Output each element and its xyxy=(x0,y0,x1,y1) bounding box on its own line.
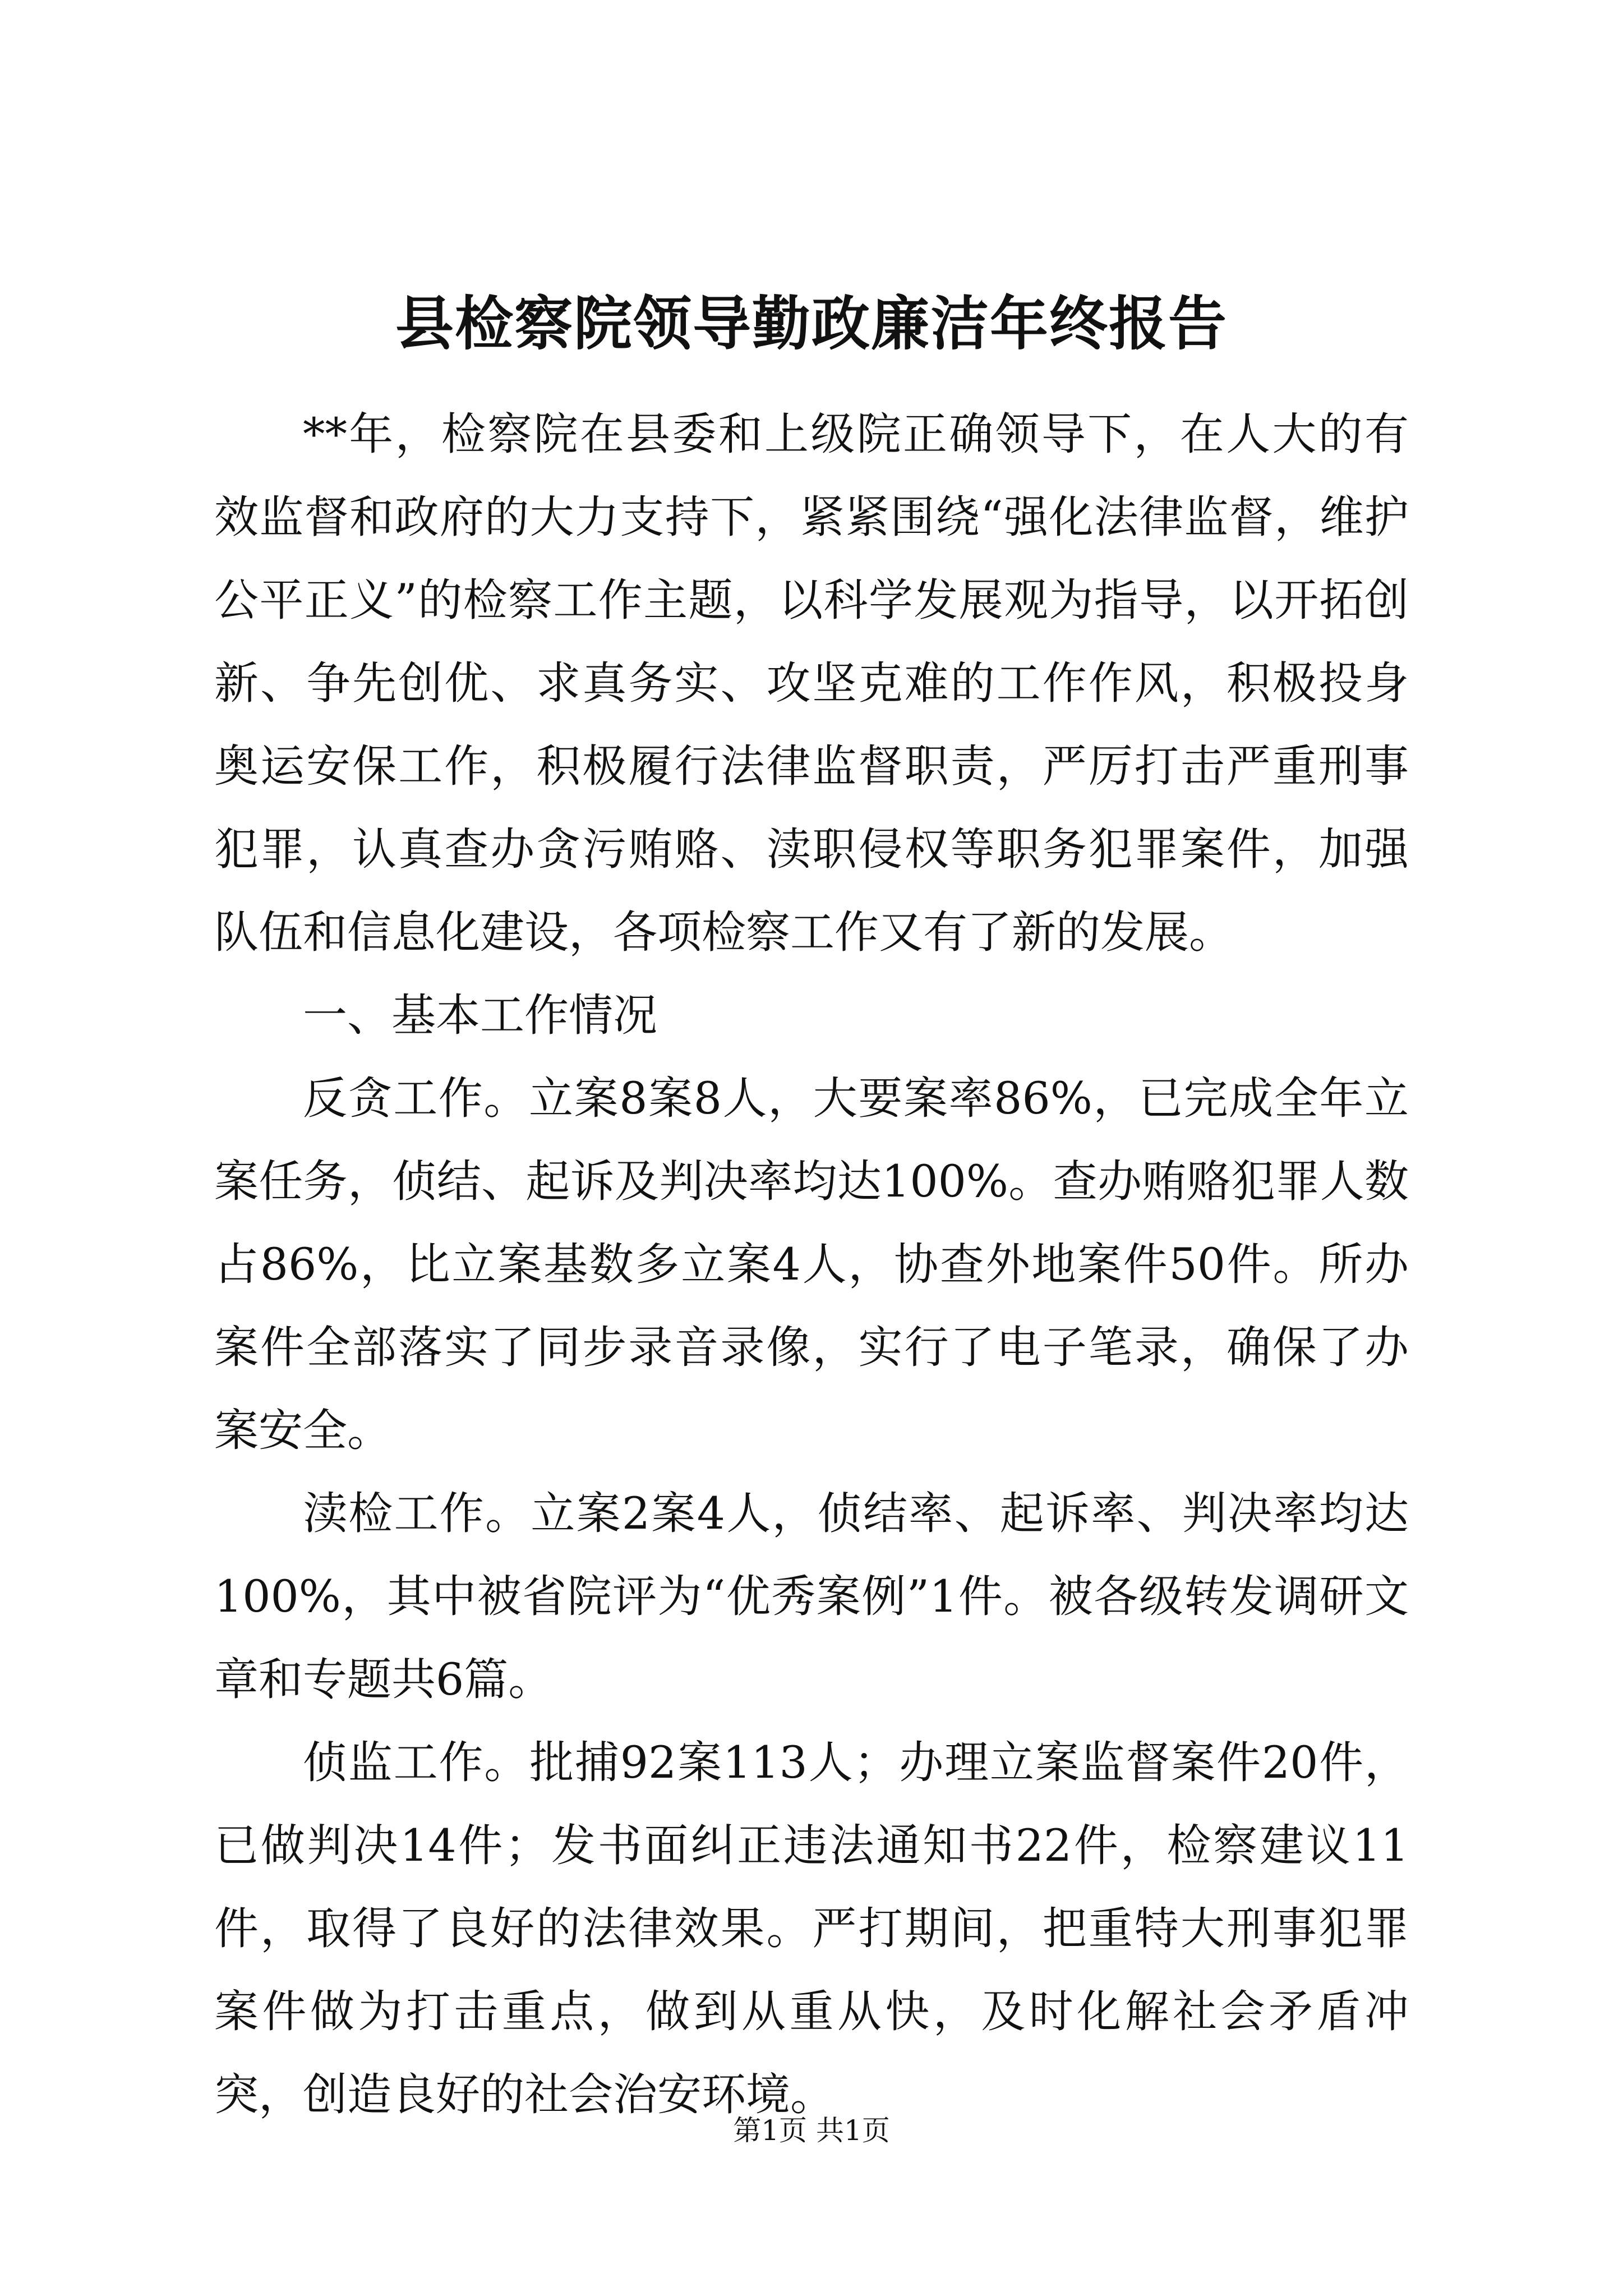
paragraph-intro: **年，检察院在县委和上级院正确领导下，在人大的有效监督和政府的大力支持下，紧紧围绕“强化法律监督，维护公平正义”的检察工作主题，以科学发展观为指导，以开拓创新、争先创优、求真务实、攻坚克难的工作作风，积极投身奥运安保工作，积极履行法律监督职责，严厉打击严重刑事犯罪，认真查办贪污贿赂、渎职侵权等职务犯罪案件，加强队伍和信息化建设，各项检察工作又有了新的发展。 xyxy=(214,408,1409,958)
paragraph-anti-corruption: 反贪工作。立案8案8人，大要案率86%，已完成全年立案任务，侦结、起诉及判决率均达100%。查办贿赂犯罪人数占86%，比立案基数多立案4人，协查外地案件50件。所办案件全部落实了同步录音录像，实行了电子笔录，确保了办案安全。 xyxy=(214,1073,1409,1456)
document-body xyxy=(214,393,1409,2136)
document-title: 县检察院领导勤政廉洁年终报告 xyxy=(395,289,1228,358)
section-heading-basic-work: 一、基本工作情况 xyxy=(303,990,657,1041)
paragraph-dereliction: 渎检工作。立案2案4人，侦结率、起诉率、判决率均达100%，其中被省院评为“优秀案例”1件。被各级转发调研文章和专题共6篇。 xyxy=(214,1488,1409,1705)
page-footer: 第1页 共1页 xyxy=(733,2114,890,2147)
paragraph-investigation-supervision: 侦监工作。批捕92案113人；办理立案监督案件20件，已做判决14件；发书面纠正违法通知书22件，检察建议11件，取得了良好的法律效果。严打期间，把重特大刑事犯罪案件做为打击重点，做到从重从快，及时化解社会矛盾冲突，创造良好的社会治安环境。 xyxy=(214,1737,1409,2120)
